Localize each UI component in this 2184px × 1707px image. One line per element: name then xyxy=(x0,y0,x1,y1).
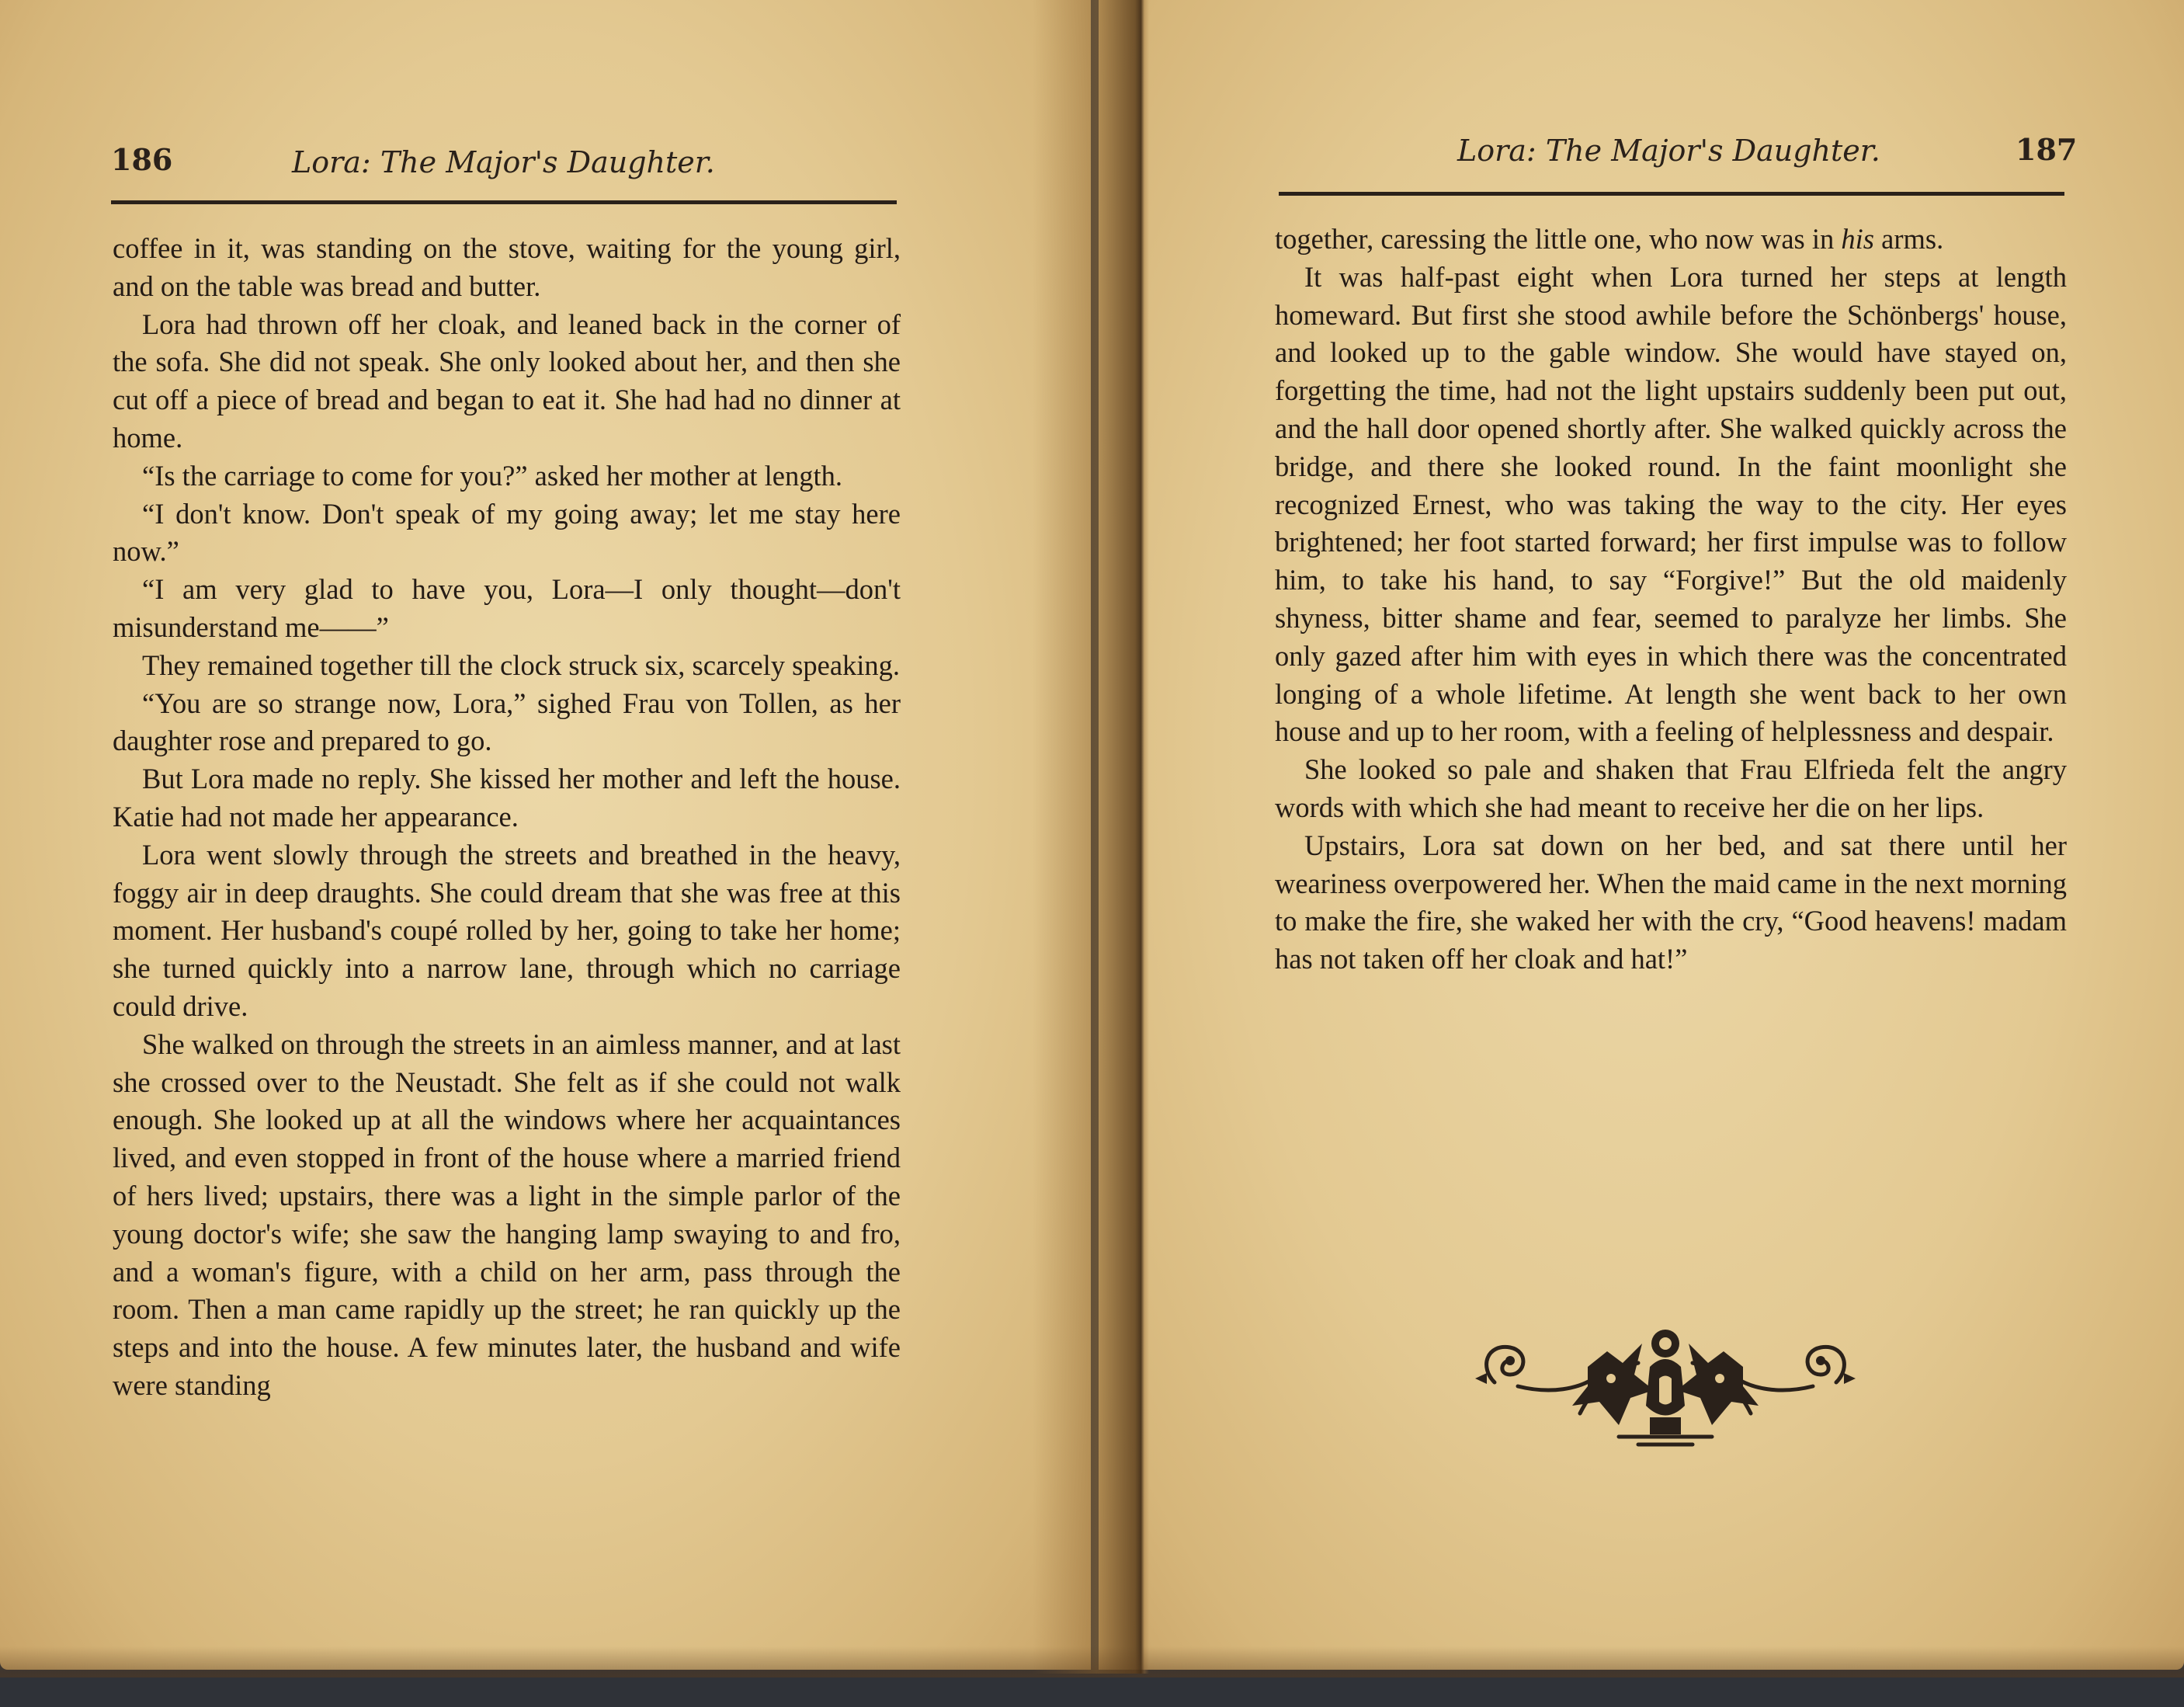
right-paragraph: She looked so pale and shaken that Frau Elfrieda felt the angry words with which she had meant to receive her die on her lips. xyxy=(1275,753,2067,823)
right-paragraph: Upstairs, Lora sat down on her bed, and sat there until her weariness overpowered her. When the maid came in the next morning to make the fire, she waked her with the cry, “Good heavens! madam has not taken off her cloak and hat!” xyxy=(1275,829,2067,975)
right-first-paragraph xyxy=(1275,221,2067,259)
right-text-block xyxy=(1275,221,2067,979)
page-edge-shadow xyxy=(0,1646,2184,1677)
left-paragraph: “You are so strange now, Lora,” sighed Frau von Tollen, as her daughter rose and prepared to go. xyxy=(113,687,901,757)
right-page xyxy=(1099,0,2184,1670)
right-page-number: 187 xyxy=(2016,132,2078,167)
book-gutter-shadow xyxy=(1033,0,1149,1674)
left-paragraph: coffee in it, was standing on the stove, waiting for the young girl, and on the table was bread and butter. xyxy=(113,232,901,302)
right-running-title: Lora: The Major's Daughter. xyxy=(1457,134,1880,168)
tailpiece-ornament xyxy=(1464,1320,1867,1452)
left-paragraph: She walked on through the streets in an aimless manner, and at last she crossed over to the Neustadt. She felt as if she could not walk enough. She looked up at all the windows where her acquaintances lived, and even stopped in front of the house where a married friend of hers lived; upstairs, there was a light in the simple parlor of the young doctor's wife; she saw the hanging lamp swaying to and fro, and a woman's figure, with a child on her arm, pass through the room. Then a man came rapidly up the street; he ran quickly up the steps and into the house. A few minutes later, the husband and wife were standing xyxy=(113,1027,901,1401)
left-paragraph: Lora had thrown off her cloak, and leaned back in the corner of the sofa. She did not speak. She only looked about her, and then she cut off a piece of bread and began to eat it. She had had no dinner at home. xyxy=(113,308,901,454)
left-paragraph: They remained together till the clock struck six, scarcely speaking. xyxy=(142,648,901,681)
left-paragraph: “Is the carriage to come for you?” asked her mother at length. xyxy=(142,459,842,492)
emphasis-word: his xyxy=(1841,223,1874,255)
right-header-rule xyxy=(1279,192,2064,196)
left-running-title: Lora: The Major's Daughter. xyxy=(292,145,715,179)
left-paragraph: Lora went slowly through the streets and breathed in the heavy, foggy air in deep draughts. She could dream that she was free at this moment. Her husband's coupé rolled by her, going to take her home; she turned quickly into a narrow lane, through which no carriage could drive. xyxy=(113,838,901,1022)
left-paragraph: “I don't know. Don't speak of my going away; let me stay here now.” xyxy=(113,497,901,568)
left-text-block xyxy=(113,230,901,1405)
continuation-text: together, caressing the little one, who now was in xyxy=(1275,223,1842,255)
left-page-number: 186 xyxy=(111,142,173,177)
left-page xyxy=(0,0,1091,1670)
right-paragraph: It was half-past eight when Lora turned her steps at length homeward. But first she stood awhile before the Schönbergs' house, and looked up to the gable window. She would have stayed on, forgetting the time, had not the light upstairs suddenly been put out, and the hall door opened shortly after. She walked quickly across the bridge, and there she looked round. In the faint moonlight she recognized Ernest, who was taking the way to the city. Her eyes brightened; her foot started forward; her first impulse was to follow him, to take his hand, to say “Forgive!” But the old maidenly shyness, bitter shame and fear, seemed to paralyze her limbs. She only gazed after him with eyes in which there was the concentrated longing of a whole lifetime. At length she went back to her own house and up to her room, with a feeling of helplessness and despair. xyxy=(1275,260,2067,748)
left-header-rule xyxy=(111,200,897,204)
continuation-text-end: arms. xyxy=(1874,223,1944,255)
left-paragraph: “I am very glad to have you, Lora—I only thought—don't misunderstand me——” xyxy=(113,573,901,643)
left-paragraph: But Lora made no reply. She kissed her mother and left the house. Katie had not made her appearance. xyxy=(113,763,901,833)
